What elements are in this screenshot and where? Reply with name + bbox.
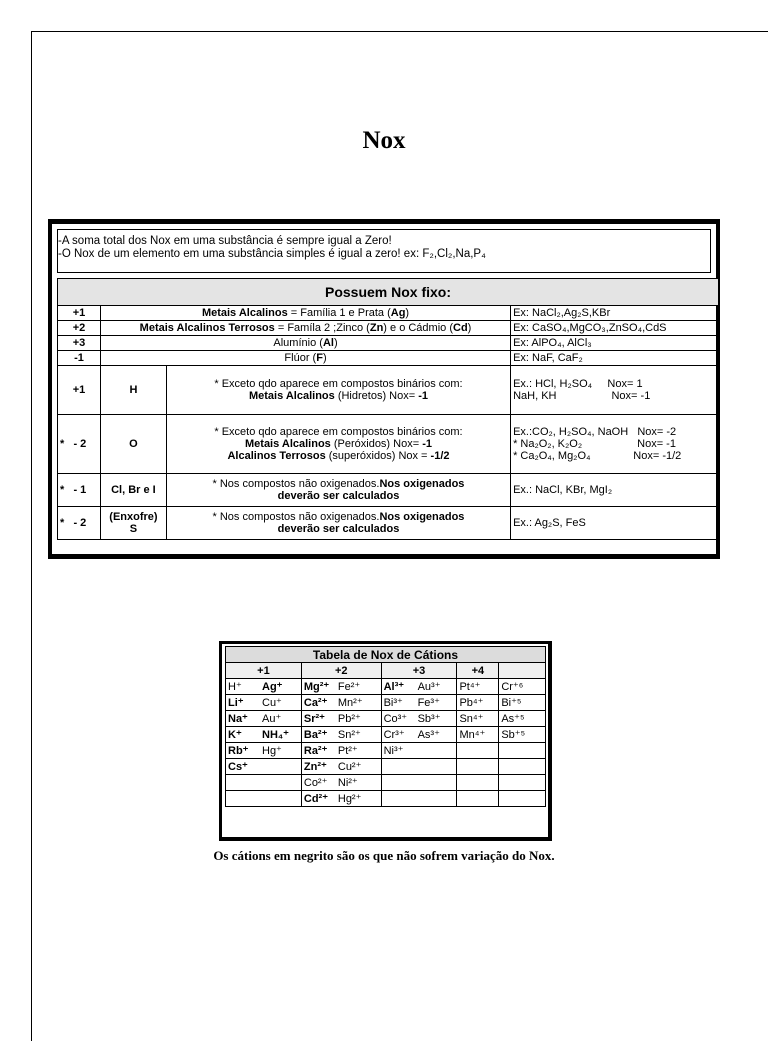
cation-cell — [381, 711, 457, 727]
cation-caption: Os cátions em negrito são os que não sofrem variação do Nox. — [213, 848, 555, 863]
exception-description: * Exceto qdo aparece em compostos binários com: Metais Alcalinos (Hidretos) Nox= -1 — [166, 366, 510, 415]
cation: Cr³⁺ — [383, 728, 405, 741]
cation: Au³⁺ — [417, 680, 441, 693]
example: Ex.: HCl, H₂SO₄ Nox= 1 NaH, KH Nox= -1 — [511, 366, 719, 415]
exception-description: * Exceto qdo aparece em compostos binários com: Metais Alcalinos (Peróxidos) Nox= -1 Alcalinos Terrosos (superóxidos) Nox = -1/2 — [166, 415, 510, 474]
nox-value: * - 2 — [58, 507, 101, 540]
element: (Enxofre) S — [100, 507, 166, 540]
cation: Au⁺ — [262, 712, 282, 725]
table-row — [58, 474, 719, 507]
cation-cell — [457, 679, 499, 695]
nox-rules-table — [48, 219, 720, 559]
cation: Cd²⁺ — [303, 792, 329, 805]
example: Ex.: NaCl, KBr, MgI₂ — [511, 474, 719, 507]
cation: Hg²⁺ — [337, 792, 362, 805]
cation-cell — [226, 711, 302, 727]
cation-nox-table — [225, 646, 546, 807]
cation: Sb⁺⁵ — [501, 728, 526, 741]
cation-cell — [301, 743, 381, 759]
cation-cell — [381, 791, 457, 807]
element: Cl, Br e I — [100, 474, 166, 507]
cation-table — [219, 641, 552, 841]
table-row — [226, 791, 546, 807]
cation-cell — [499, 711, 546, 727]
cation-cell — [301, 695, 381, 711]
page-title: Nox — [362, 127, 406, 154]
example: Ex.: Ag₂S, FeS — [511, 507, 719, 540]
cation-cell — [499, 791, 546, 807]
general-rules — [57, 229, 711, 273]
example: Ex: CaSO₄,MgCO₃,ZnSO₄,CdS — [511, 321, 719, 336]
cation-cell — [457, 775, 499, 791]
cation-cell — [301, 711, 381, 727]
cation: Fe³⁺ — [417, 696, 440, 709]
cation-cell — [301, 679, 381, 695]
nox-value: +3 — [58, 336, 101, 351]
nox-value: * - 2 — [58, 415, 101, 474]
cation: Ag⁺ — [262, 680, 283, 693]
cation-cell — [226, 743, 302, 759]
group-header: +2 — [301, 663, 381, 679]
table-row — [226, 711, 546, 727]
example: Ex: NaF, CaF₂ — [511, 351, 719, 366]
cation: Ni³⁺ — [383, 744, 404, 757]
cation: K⁺ — [228, 728, 242, 741]
cation: Ra²⁺ — [303, 744, 328, 757]
cation-cell — [381, 727, 457, 743]
cation: NH₄⁺ — [262, 728, 289, 741]
group-header: +4 — [457, 663, 499, 679]
element-description: Metais Alcalinos = Família 1 e Prata (Ag) — [100, 306, 510, 321]
group-header: +1 — [226, 663, 302, 679]
table-row — [226, 679, 546, 695]
cation-cell — [457, 727, 499, 743]
table-row — [58, 415, 719, 474]
cation: Rb⁺ — [228, 744, 249, 757]
cation: Na⁺ — [228, 712, 248, 725]
cation-cell — [381, 759, 457, 775]
example: Ex: AlPO₄, AlCl₃ — [511, 336, 719, 351]
cation: Bi³⁺ — [383, 696, 403, 709]
cation-cell — [226, 695, 302, 711]
element-description: Metais Alcalinos Terrosos = Famíla 2 ;Zinco (Zn) e o Cádmio (Cd) — [100, 321, 510, 336]
element: H — [100, 366, 166, 415]
cation: Bi⁺⁵ — [501, 696, 522, 709]
nox-value: * - 1 — [58, 474, 101, 507]
table-row — [58, 321, 719, 336]
cation-cell — [499, 775, 546, 791]
cation: Pb²⁺ — [337, 712, 361, 725]
cation: Al³⁺ — [383, 680, 405, 693]
group-header — [499, 663, 546, 679]
cation: Cs⁺ — [228, 760, 248, 773]
cation-cell — [457, 791, 499, 807]
cation: Zn²⁺ — [303, 760, 327, 773]
cation-cell — [226, 759, 302, 775]
cation-cell — [499, 743, 546, 759]
nox-value: +2 — [58, 321, 101, 336]
cation-cell — [301, 775, 381, 791]
exception-description: * Nos compostos não oxigenados.Nos oxigenados deverão ser calculados — [166, 507, 510, 540]
element: O — [100, 415, 166, 474]
cation-cell — [499, 727, 546, 743]
cation: H⁺ — [228, 680, 242, 693]
nox-value: +1 — [58, 366, 101, 415]
cation-cell — [457, 695, 499, 711]
cation-cell — [381, 775, 457, 791]
cation: Pb⁴⁺ — [459, 696, 484, 709]
cation-cell — [457, 743, 499, 759]
exception-description: * Nos compostos não oxigenados.Nos oxigenados deverão ser calculados — [166, 474, 510, 507]
table-row — [58, 306, 719, 321]
cation: Ni²⁺ — [337, 776, 358, 789]
cation: Mn²⁺ — [337, 696, 363, 709]
table-row — [58, 366, 719, 415]
element-description: Flúor (F) — [100, 351, 510, 366]
cation-cell — [226, 679, 302, 695]
cation-cell — [381, 679, 457, 695]
element-description: Alumínio (Al) — [100, 336, 510, 351]
table-row — [226, 759, 546, 775]
rule-line: -A soma total dos Nox em uma substância é sempre igual a Zero! — [58, 235, 392, 247]
table-row — [226, 727, 546, 743]
cation: Cr⁺⁶ — [501, 680, 524, 693]
cation-cell — [301, 791, 381, 807]
cation: Hg⁺ — [262, 744, 282, 757]
fixed-nox-header: Possuem Nox fixo: — [58, 279, 719, 306]
cation-cell — [301, 727, 381, 743]
cation: Cu⁺ — [262, 696, 282, 709]
table-row — [58, 507, 719, 540]
cation-cell — [457, 711, 499, 727]
cation: Pt²⁺ — [337, 744, 358, 757]
cation: As⁺⁵ — [501, 712, 525, 725]
cation: Mg²⁺ — [303, 680, 330, 693]
cation: As³⁺ — [417, 728, 440, 741]
cation: Fe²⁺ — [337, 680, 361, 693]
rule-line: -O Nox de um elemento em uma substância simples é igual a zero! ex: F₂,Cl₂,Na,P₄ — [58, 248, 486, 260]
table-row — [226, 695, 546, 711]
cation-cell — [499, 679, 546, 695]
cation-table-title: Tabela de Nox de Cátions — [226, 647, 546, 663]
fixed-nox-table — [57, 278, 719, 540]
cation-cell — [499, 759, 546, 775]
cation-cell — [381, 743, 457, 759]
cation-cell — [226, 775, 302, 791]
cation-cell — [226, 791, 302, 807]
cation: Ba²⁺ — [303, 728, 328, 741]
table-row — [58, 351, 719, 366]
cation: Sb³⁺ — [417, 712, 441, 725]
example: Ex: NaCl₂,Ag₂S,KBr — [511, 306, 719, 321]
cation-cell — [381, 695, 457, 711]
cation-cell — [457, 759, 499, 775]
nox-value: +1 — [58, 306, 101, 321]
cation-cell — [301, 759, 381, 775]
nox-value: -1 — [58, 351, 101, 366]
cation: Sr²⁺ — [303, 712, 325, 725]
table-row — [226, 743, 546, 759]
table-row — [226, 775, 546, 791]
group-header: +3 — [381, 663, 457, 679]
group-header-row — [226, 663, 546, 679]
table-row — [58, 336, 719, 351]
cation: Pt⁴⁺ — [459, 680, 481, 693]
cation: Cu²⁺ — [337, 760, 362, 773]
cation: Sn⁴⁺ — [459, 712, 484, 725]
cation: Mn⁴⁺ — [459, 728, 486, 741]
cation: Sn²⁺ — [337, 728, 361, 741]
cation-cell — [499, 695, 546, 711]
cation: Ca²⁺ — [303, 696, 328, 709]
cation: Co³⁺ — [383, 712, 408, 725]
cation: Li⁺ — [228, 696, 244, 709]
cation: Co²⁺ — [303, 776, 328, 789]
cation-cell — [226, 727, 302, 743]
example: Ex.:CO₂, H₂SO₄, NaOH Nox= -2 * Na₂O₂, K₂O₂ Nox= -1 * Ca₂O₄, Mg₂O₄ Nox= -1/2 — [511, 415, 719, 474]
